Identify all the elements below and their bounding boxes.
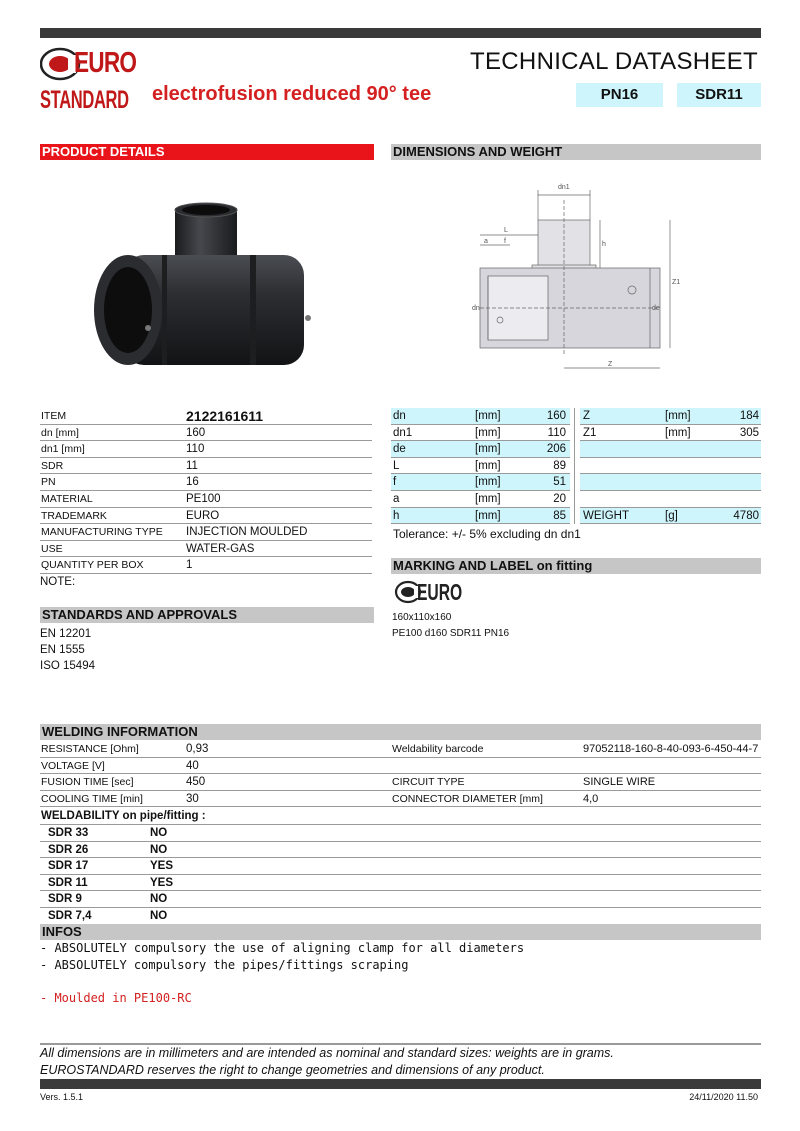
drawing-label-dn1: dn1 [558,184,570,191]
dim-row [580,508,761,525]
weldability-row [40,858,761,875]
dim-row [391,458,570,475]
dim-row [580,458,761,475]
dim-row [580,425,761,442]
dim-name: Z1 [583,426,597,439]
standard-item: EN 12201 [40,628,92,640]
welding-value-2: 4,0 [583,792,599,805]
dim-row [391,441,570,458]
item-value: 160 [186,426,206,439]
item-row [40,524,372,541]
weldability-row [40,825,761,842]
item-row [40,541,372,558]
top-bar [40,28,761,38]
drawing-label-z1: Z1 [672,279,681,286]
welding-label-2: Weldability barcode [392,743,484,755]
section-infos: INFOS [40,924,761,940]
dim-row [391,508,570,525]
dim-name: WEIGHT [583,509,629,522]
dim-name: L [393,459,400,472]
dim-unit: [mm] [475,509,501,522]
dim-row [580,408,761,425]
product-subtitle: electrofusion reduced 90° tee [152,83,432,105]
item-label: TRADEMARK [41,509,107,522]
welding-value-2: 97052118-160-8-40-093-6-450-44-7 [583,743,759,755]
dim-name: f [393,476,397,489]
item-value: 1 [186,559,193,572]
welding-label: VOLTAGE [V] [41,759,105,772]
weldability-title: WELDABILITY on pipe/fitting : [41,810,206,822]
item-value: 110 [186,443,205,456]
welding-label: RESISTANCE [Ohm] [41,743,139,755]
dim-value: 89 [553,459,566,472]
standard-item: EN 1555 [40,644,85,656]
welding-value: 450 [186,776,206,789]
dim-row [580,491,761,508]
item-row [40,425,372,442]
sdr-compatible: YES [150,860,174,873]
item-label: PN [41,476,56,489]
drawing-label-l: L [504,227,508,234]
welding-value: 30 [186,792,199,805]
marking-line-1: 160x110x160 [392,612,452,623]
logo-text-top: EURO [74,47,137,79]
marking-logo-text: EURO [417,579,463,605]
dim-value: 4780 [733,509,759,522]
item-label: ITEM [41,410,67,422]
dim-value: 110 [547,426,566,439]
item-label: dn [mm] [41,426,79,439]
sdr-compatible: NO [150,843,168,856]
item-row [40,408,372,425]
section-welding: WELDING INFORMATION [40,724,761,740]
item-row [40,474,372,491]
item-label: MANUFACTURING TYPE [41,526,163,539]
sdr-compatible: YES [150,876,174,889]
dim-row [391,408,570,425]
dim-value: 184 [739,410,759,422]
welding-row [40,791,761,808]
welding-label: FUSION TIME [sec] [41,776,134,789]
sdr-compatible: NO [150,893,168,906]
dim-value: 20 [553,493,566,505]
sdr-label: SDR 9 [48,893,82,906]
dim-unit: [mm] [475,426,501,439]
product-image [90,200,325,370]
section-product-details: PRODUCT DETAILS [40,144,374,160]
note-label: NOTE: [40,576,76,588]
footer-line-1: All dimensions are in millimeters and are intended as nominal and standard sizes: weights are in grams. [40,1046,614,1060]
weldability-row [40,842,761,859]
item-label: SDR [41,459,64,472]
item-row [40,491,372,508]
weldability-row [40,875,761,892]
drawing-label-de: de [652,305,660,312]
sdr-label: SDR 26 [48,843,89,856]
drawing-label-dn: dn [472,305,480,312]
welding-label-2: CONNECTOR DIAMETER [mm] [392,792,543,805]
badge-pn: PN16 [576,83,663,107]
dim-name: h [393,509,400,522]
welding-row [40,758,761,775]
dim-unit: [g] [665,509,678,522]
info-line-red: - Moulded in PE100-RC [40,991,192,1005]
bottom-bar [40,1079,761,1089]
dim-row [580,474,761,491]
item-value: EURO [186,509,220,522]
item-label: MATERIAL [41,493,93,505]
version: Vers. 1.5.1 [40,1092,84,1102]
dim-unit: [mm] [475,459,501,472]
date: 24/11/2020 11.50 [689,1092,758,1102]
drawing-label-z: Z [608,361,613,368]
info-line: - ABSOLUTELY compulsory the use of aligning clamp for all diameters [40,941,525,955]
item-row [40,458,372,475]
marking-euro-logo [394,578,468,606]
eurostandard-logo [40,44,137,114]
dim-unit: [mm] [475,443,501,456]
page-title: TECHNICAL DATASHEET [470,48,758,75]
dim-unit: [mm] [475,493,501,505]
drawing-label-f: f [504,238,506,245]
item-label: USE [41,542,63,555]
weldability-header [40,808,761,825]
sdr-compatible: NO [150,910,168,922]
dim-unit: [mm] [475,410,501,422]
dim-row [580,441,761,458]
item-value: PE100 [186,493,221,505]
dim-row [391,474,570,491]
welding-label: COOLING TIME [min] [41,792,143,805]
sdr-label: SDR 11 [48,876,88,889]
item-row [40,557,372,574]
dim-name: a [393,493,400,505]
logo-text-bottom: STANDARD [40,86,129,114]
dim-divider [574,408,575,524]
welding-label-2: CIRCUIT TYPE [392,776,465,789]
tolerance-note: Tolerance: +/- 5% excluding dn dn1 [393,527,581,541]
item-label: dn1 [mm] [41,443,85,456]
dim-unit: [mm] [665,426,691,439]
section-standards: STANDARDS AND APPROVALS [40,607,374,623]
dim-name: dn [393,410,406,422]
weldability-row [40,908,761,925]
dim-value: 206 [546,443,566,456]
item-value: WATER-GAS [186,542,255,555]
weldability-row [40,891,761,908]
dim-value: 305 [739,426,759,439]
dim-value: 51 [553,476,566,489]
dim-unit: [mm] [475,476,501,489]
footer-line-2: EUROSTANDARD reserves the right to change geometries and dimensions of any product. [40,1063,545,1077]
item-value: 11 [186,459,198,472]
welding-value: 40 [186,759,199,772]
welding-value-2: SINGLE WIRE [583,776,656,789]
dim-name: de [393,443,406,456]
item-value: 16 [186,476,199,489]
section-marking: MARKING AND LABEL on fitting [391,558,761,574]
item-value: INJECTION MOULDED [186,526,308,539]
item-row [40,441,372,458]
sdr-label: SDR 17 [48,860,89,873]
dim-row [391,425,570,442]
sdr-compatible: NO [150,827,168,839]
dim-name: dn1 [393,426,413,439]
item-label: QUANTITY PER BOX [41,559,144,572]
section-dimensions-weight: DIMENSIONS AND WEIGHT [391,144,761,160]
sdr-label: SDR 7,4 [48,910,92,922]
footer-divider [40,1043,761,1045]
dim-unit: [mm] [665,410,691,422]
dim-name: Z [583,410,591,422]
badge-sdr: SDR11 [677,83,761,107]
technical-drawing [460,180,690,380]
welding-value: 0,93 [186,743,209,755]
item-row [40,508,372,525]
dim-value: 160 [546,410,566,422]
sdr-label: SDR 33 [48,827,89,839]
info-line: - ABSOLUTELY compulsory the pipes/fittings scraping [40,958,409,972]
marking-line-2: PE100 d160 SDR11 PN16 [392,628,510,639]
item-value: 2122161611 [186,408,264,424]
drawing-label-a: a [484,238,488,245]
welding-row [40,774,761,791]
welding-row [40,741,761,758]
drawing-label-h: h [602,241,606,248]
dim-value: 85 [553,509,566,522]
dim-row [391,491,570,508]
standard-item: ISO 15494 [40,660,95,672]
